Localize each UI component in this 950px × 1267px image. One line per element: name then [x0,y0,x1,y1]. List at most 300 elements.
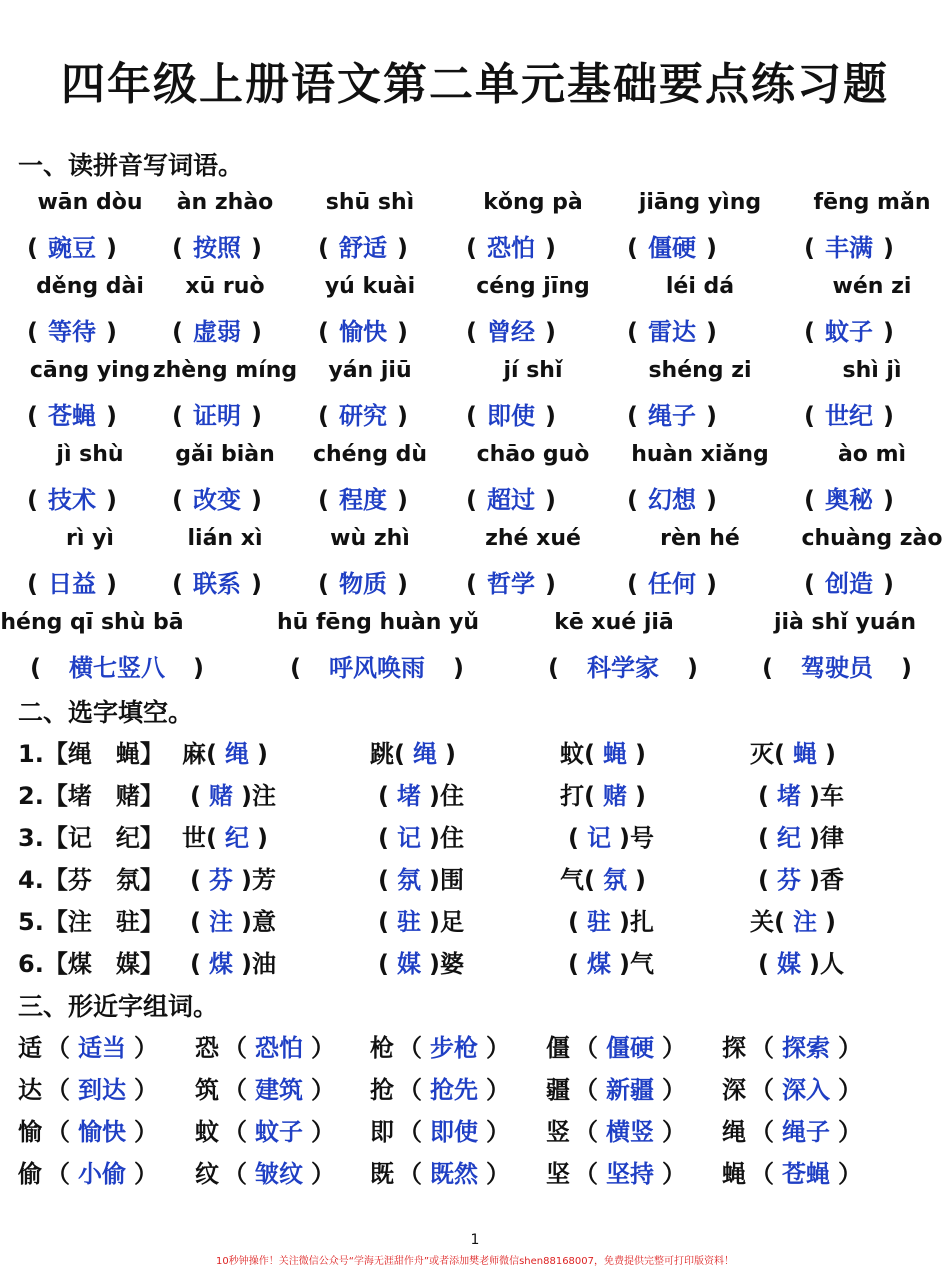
answer-word: 幻想 [647,486,696,514]
suffix-char: 香 [819,866,844,894]
close-paren: ) [240,950,252,978]
close-paren: ) [250,234,262,262]
close-paren: ) [250,486,262,514]
word-group [195,1112,335,1147]
answer-box [804,312,894,347]
open-paren: （ [398,1076,422,1104]
open-paren: （ [223,1160,247,1188]
open-paren: ( [627,318,638,346]
answer-word: 恐怕 [255,1034,303,1062]
open-paren: ( [190,866,201,894]
answer-box [466,312,556,347]
answer-word: 雷达 [647,318,696,346]
pinyin-label: zhé xué [485,526,581,551]
suffix-char: 扎 [629,908,654,936]
word-group [546,1112,686,1147]
base-char: 抢 [370,1076,394,1104]
fill-blank [560,818,654,853]
answer-char: 蝇 [792,740,817,768]
pinyin-label: yán jiū [328,358,412,383]
suffix-char: 围 [439,866,464,894]
answer-word: 联系 [192,570,241,598]
answer-char: 芬 [776,866,801,894]
word-group [370,1112,510,1147]
answer-box [27,312,117,347]
word-group [370,1028,510,1063]
answer-box [27,480,117,515]
close-paren: ） [486,1034,510,1062]
answer-word: 到达 [78,1076,126,1104]
word-group [722,1070,862,1105]
open-paren: （ [46,1034,70,1062]
answer-word: 苍蝇 [47,402,96,430]
answer-char: 赌 [602,782,627,810]
answer-box [172,396,262,431]
answer-word: 等待 [47,318,96,346]
answer-box [466,396,556,431]
open-paren: ( [774,908,785,936]
fill-blank [750,860,844,895]
open-paren: ( [466,318,477,346]
answer-word: 蚊子 [824,318,873,346]
answer-word: 皱纹 [255,1160,303,1188]
close-paren: ） [134,1076,158,1104]
answer-word: 驾驶员 [800,654,873,682]
answer-box [27,564,117,599]
pinyin-label: wén zi [832,274,912,299]
base-char: 达 [18,1076,42,1104]
answer-word: 抢先 [430,1076,478,1104]
close-paren: ) [250,402,262,430]
close-paren: ) [705,486,717,514]
close-paren: ) [882,318,894,346]
open-paren: （ [750,1118,774,1146]
fill-blank [370,902,464,937]
open-paren: ( [804,318,815,346]
answer-word: 苍蝇 [782,1160,830,1188]
answer-box [27,228,117,263]
answer-box [318,396,408,431]
close-paren: ) [634,740,646,768]
open-paren: ( [804,234,815,262]
open-paren: （ [574,1076,598,1104]
answer-word: 横竖 [606,1118,654,1146]
close-paren: ） [311,1076,335,1104]
close-paren: ) [396,402,408,430]
open-paren: ( [378,824,389,852]
close-paren: ) [808,866,820,894]
answer-word: 虚弱 [192,318,241,346]
answer-word: 即使 [486,402,535,430]
close-paren: ) [444,740,456,768]
answer-box [172,564,262,599]
fill-blank [370,776,464,811]
answer-char: 氛 [602,866,627,894]
close-paren: ） [662,1118,686,1146]
base-char: 纹 [195,1160,219,1188]
suffix-char: 住 [439,824,464,852]
answer-word: 技术 [47,486,96,514]
answer-word: 绳子 [782,1118,830,1146]
open-paren: ( [758,782,769,810]
answer-box [627,480,717,515]
fill-blank [370,944,464,979]
open-paren: ( [627,402,638,430]
fill-blank [750,734,836,769]
base-char: 竖 [546,1118,570,1146]
answer-word: 程度 [338,486,387,514]
pinyin-label: jià shǐ yuán [773,610,917,635]
open-paren: （ [223,1118,247,1146]
answer-box [627,228,717,263]
open-paren: ( [548,654,559,682]
question-label: 2.【堵 赌】 [18,782,164,810]
open-paren: （ [750,1160,774,1188]
close-paren: ) [240,782,252,810]
pinyin-label: gǎi biàn [175,442,275,467]
answer-word: 任何 [647,570,696,598]
pinyin-label: léi dá [665,274,735,299]
open-paren: （ [398,1160,422,1188]
answer-box [627,396,717,431]
fill-blank [750,902,836,937]
answer-word: 既然 [430,1160,478,1188]
footer-note: 10秒钟操作！关注微信公众号“学海无涯甜作舟”或者添加樊老师微信shen88168007，免费提供完整可打印版资料！ [215,1256,735,1267]
open-paren: （ [398,1034,422,1062]
answer-word: 日益 [47,570,96,598]
open-paren: ( [466,402,477,430]
answer-word: 舒适 [338,234,387,262]
open-paren: ( [758,824,769,852]
close-paren: ) [808,824,820,852]
open-paren: （ [750,1076,774,1104]
prefix-char: 打 [560,782,584,810]
answer-word: 蚊子 [255,1118,303,1146]
base-char: 枪 [370,1034,394,1062]
close-paren: ) [705,234,717,262]
base-char: 恐 [195,1034,219,1062]
answer-word: 世纪 [824,402,873,430]
close-paren: ) [105,234,117,262]
open-paren: ( [318,318,329,346]
close-paren: ) [250,570,262,598]
answer-box [804,480,894,515]
answer-box [804,396,894,431]
answer-char: 记 [396,824,421,852]
answer-word: 僵硬 [606,1034,654,1062]
open-paren: ( [804,402,815,430]
close-paren: ) [240,908,252,936]
pinyin-label: àn zhào [176,190,274,215]
fill-blank [182,776,276,811]
answer-word: 按照 [192,234,241,262]
question-label: 5.【注 驻】 [18,908,164,936]
answer-word: 丰满 [824,234,873,262]
answer-char: 驻 [586,908,611,936]
word-group [18,1112,158,1147]
open-paren: ( [27,570,38,598]
answer-box [27,396,117,431]
fill-blank [182,860,276,895]
open-paren: ( [804,486,815,514]
suffix-char: 注 [251,782,276,810]
open-paren: ( [568,950,579,978]
open-paren: ( [758,950,769,978]
base-char: 即 [370,1118,394,1146]
base-char: 既 [370,1160,394,1188]
open-paren: （ [46,1160,70,1188]
fill-blank [750,818,844,853]
open-paren: ( [466,234,477,262]
open-paren: ( [627,570,638,598]
answer-word: 创造 [824,570,873,598]
close-paren: ) [396,318,408,346]
fill-blank [182,902,276,937]
answer-char: 芬 [208,866,233,894]
pinyin-label: wù zhì [330,526,410,551]
pinyin-label: yú kuài [324,274,416,299]
fill-blank [560,944,654,979]
open-paren: ( [172,402,183,430]
base-char: 疆 [546,1076,570,1104]
answer-word: 步枪 [430,1034,478,1062]
answer-char: 赌 [208,782,233,810]
pinyin-label: xū ruò [185,274,265,299]
open-paren: ( [206,740,217,768]
answer-word: 深入 [782,1076,830,1104]
suffix-char: 人 [819,950,844,978]
close-paren: ) [705,570,717,598]
close-paren: ） [662,1076,686,1104]
open-paren: （ [46,1076,70,1104]
answer-word: 小偷 [78,1160,126,1188]
close-paren: ） [311,1034,335,1062]
base-char: 探 [722,1034,746,1062]
answer-char: 注 [792,908,817,936]
prefix-char: 世 [182,824,206,852]
word-group [722,1028,862,1063]
suffix-char: 意 [251,908,276,936]
close-paren: ) [544,402,556,430]
answer-char: 堵 [776,782,801,810]
word-group [195,1028,335,1063]
answer-word: 愉快 [338,318,387,346]
close-paren: ） [838,1160,862,1188]
prefix-char: 蚊 [560,740,584,768]
base-char: 绳 [722,1118,746,1146]
answer-char: 记 [586,824,611,852]
close-paren: ） [838,1034,862,1062]
answer-box [804,228,894,263]
fill-blank [182,944,276,979]
answer-char: 氛 [396,866,421,894]
close-paren: ) [544,234,556,262]
close-paren: ) [396,486,408,514]
base-char: 偷 [18,1160,42,1188]
open-paren: ( [378,908,389,936]
answer-word: 建筑 [255,1076,303,1104]
answer-word: 探索 [782,1034,830,1062]
fill-blank [560,902,654,937]
open-paren: ( [172,486,183,514]
close-paren: ） [486,1160,510,1188]
answer-char: 绳 [224,740,249,768]
base-char: 深 [722,1076,746,1104]
close-paren: ) [634,782,646,810]
answer-char: 注 [208,908,233,936]
section3-heading: 三、形近字组词。 [18,992,219,1021]
close-paren: ) [808,950,820,978]
open-paren: ( [804,570,815,598]
answer-word: 僵硬 [647,234,696,262]
answer-word: 研究 [338,402,387,430]
answer-box [172,228,262,263]
pinyin-label: kē xué jiā [554,610,674,635]
open-paren: （ [223,1034,247,1062]
answer-box [290,648,464,683]
open-paren: ( [172,318,183,346]
close-paren: ） [486,1076,510,1104]
fill-blank [560,734,646,769]
word-group [18,1154,158,1189]
open-paren: ( [27,234,38,262]
answer-word: 恐怕 [486,234,535,262]
close-paren: ) [396,234,408,262]
pinyin-label: jí shǐ [503,358,563,383]
pinyin-label: chāo guò [476,442,590,467]
suffix-char: 足 [439,908,464,936]
close-paren: ) [428,866,440,894]
close-paren: ） [134,1034,158,1062]
answer-box [318,564,408,599]
answer-char: 绳 [412,740,437,768]
word-group [722,1154,862,1189]
close-paren: ) [882,570,894,598]
close-paren: ) [705,318,717,346]
close-paren: ) [105,486,117,514]
close-paren: ） [311,1160,335,1188]
answer-word: 愉快 [78,1118,126,1146]
fill-blank [370,818,464,853]
open-paren: ( [584,866,595,894]
open-paren: （ [750,1034,774,1062]
close-paren: ) [824,740,836,768]
pinyin-label: chuàng zào [801,526,943,551]
close-paren: ） [838,1076,862,1104]
pinyin-label: jiāng yìng [638,190,762,215]
question-label: 1.【绳 蝇】 [18,740,164,768]
pinyin-label: rì yì [66,526,114,551]
open-paren: ( [30,654,41,682]
pinyin-label: zhèng míng [152,358,298,383]
close-paren: ) [105,570,117,598]
close-paren: ) [428,908,440,936]
answer-char: 堵 [396,782,421,810]
pinyin-label: děng dài [36,274,144,299]
answer-char: 煤 [208,950,233,978]
fill-blank [560,776,646,811]
close-paren: ) [250,318,262,346]
word-group [370,1154,510,1189]
close-paren: ) [240,866,252,894]
answer-word: 证明 [192,402,241,430]
open-paren: （ [223,1076,247,1104]
base-char: 坚 [546,1160,570,1188]
open-paren: ( [378,782,389,810]
open-paren: ( [378,950,389,978]
close-paren: ) [105,318,117,346]
pinyin-label: chéng dù [312,442,428,467]
answer-word: 新疆 [606,1076,654,1104]
open-paren: ( [378,866,389,894]
close-paren: ) [634,866,646,894]
answer-char: 蝇 [602,740,627,768]
section2-heading: 二、选字填空。 [18,698,194,727]
open-paren: ( [568,908,579,936]
answer-box [318,480,408,515]
question-label: 6.【煤 媒】 [18,950,164,978]
suffix-char: 号 [629,824,654,852]
base-char: 蚊 [195,1118,219,1146]
close-paren: ) [544,318,556,346]
open-paren: （ [574,1034,598,1062]
open-paren: ( [318,570,329,598]
close-paren: ) [882,234,894,262]
open-paren: ( [758,866,769,894]
prefix-char: 气 [560,866,584,894]
close-paren: ） [134,1160,158,1188]
word-group [195,1070,335,1105]
word-group [546,1154,686,1189]
close-paren: ) [618,950,630,978]
prefix-char: 关 [750,908,774,936]
open-paren: ( [466,570,477,598]
open-paren: ( [774,740,785,768]
word-group [546,1028,686,1063]
open-paren: ( [27,486,38,514]
answer-box [318,228,408,263]
answer-box [627,312,717,347]
answer-word: 超过 [486,486,535,514]
close-paren: ) [544,570,556,598]
pinyin-label: huàn xiǎng [631,442,769,467]
answer-word: 即使 [430,1118,478,1146]
open-paren: ( [172,570,183,598]
open-paren: ( [190,908,201,936]
pinyin-label: shū shì [325,190,415,215]
close-paren: ) [428,782,440,810]
answer-word: 坚持 [606,1160,654,1188]
word-group [18,1028,158,1063]
close-paren: ) [428,824,440,852]
close-paren: ） [134,1118,158,1146]
answer-char: 媒 [396,950,421,978]
open-paren: ( [27,402,38,430]
question-label: 3.【记 纪】 [18,824,164,852]
close-paren: ) [824,908,836,936]
close-paren: ) [544,486,556,514]
open-paren: ( [584,782,595,810]
close-paren: ) [882,402,894,430]
fill-blank [750,944,844,979]
pinyin-label: hū fēng huàn yǔ [277,610,480,635]
pinyin-label: ào mì [837,442,907,467]
pinyin-label: céng jīng [476,274,590,299]
open-paren: ( [627,234,638,262]
base-char: 适 [18,1034,42,1062]
open-paren: ( [190,950,201,978]
question-label: 4.【芬 氛】 [18,866,164,894]
